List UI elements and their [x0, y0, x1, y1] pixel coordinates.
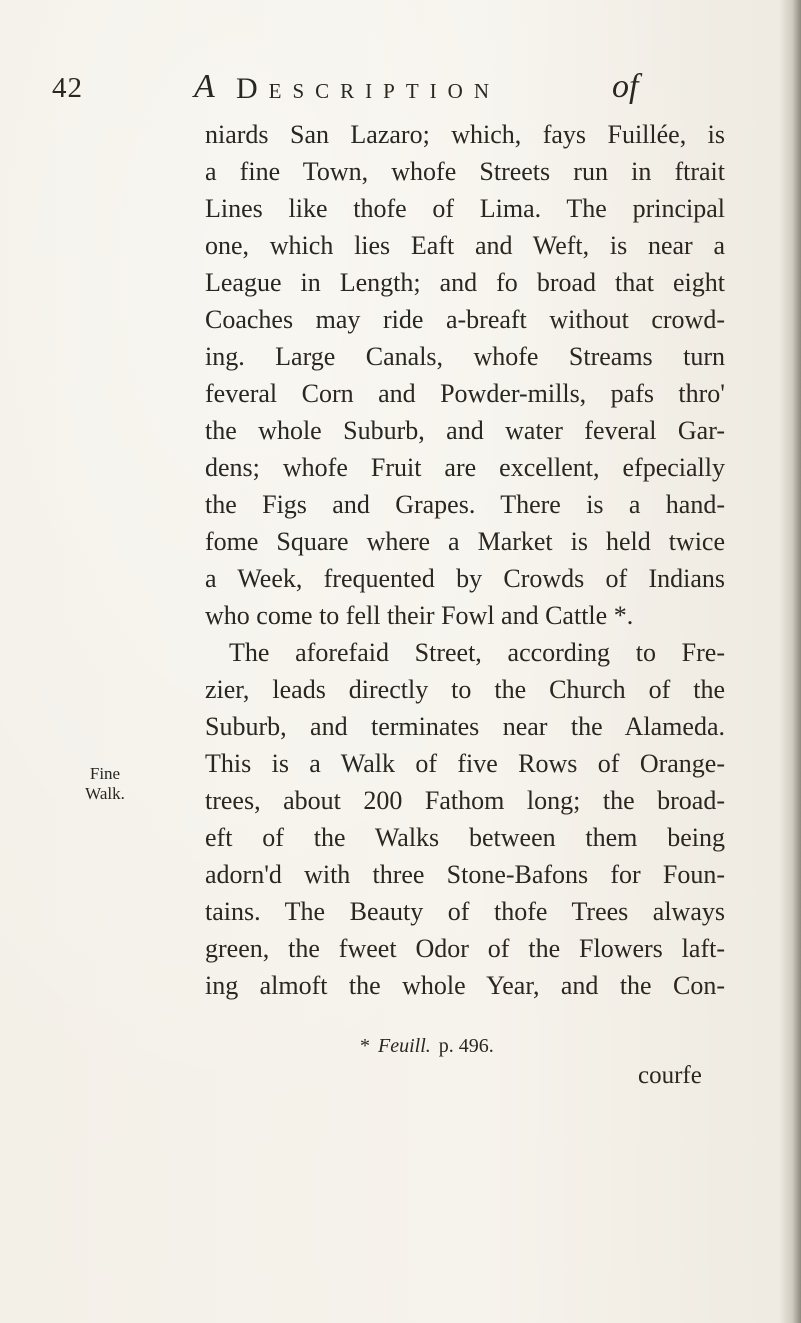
text-line: Coaches may ride a-breaft without crowd-	[205, 305, 725, 334]
text-line: eft of the Walks between them being	[205, 823, 725, 852]
margin-note-line: Fine	[89, 764, 121, 783]
running-title-article: A	[194, 68, 215, 105]
text-line: The aforefaid Street, according to Fre-	[229, 638, 725, 667]
spine-shadow	[779, 0, 801, 1323]
running-title-preposition: of	[612, 68, 639, 105]
text-line: ing almoft the whole Year, and the Con-	[205, 971, 725, 1000]
text-line: This is a Walk of five Rows of Orange-	[205, 749, 725, 778]
text-line: fome Square where a Market is held twice	[205, 527, 725, 556]
page-number: 42	[52, 72, 83, 104]
text-line: the Figs and Grapes. There is a hand-	[205, 490, 725, 519]
text-line: dens; whofe Fruit are excellent, efpecially	[205, 453, 725, 482]
margin-note-line: Walk.	[85, 784, 125, 803]
text-line: trees, about 200 Fathom long; the broad-	[205, 786, 725, 815]
text-line: green, the fweet Odor of the Flowers laft-	[205, 934, 725, 963]
catchword: courfe	[638, 1062, 702, 1089]
running-head	[52, 70, 692, 122]
text-line: a Week, frequented by Crowds of Indians	[205, 564, 725, 593]
text-line: niards San Lazaro; which, fays Fuillée, is	[205, 120, 725, 149]
text-line: feveral Corn and Powder-mills, pafs thro'	[205, 379, 725, 408]
text-line: tains. The Beauty of thofe Trees always	[205, 897, 725, 926]
text-line: ing. Large Canals, whofe Streams turn	[205, 342, 725, 371]
text-line: Lines like thofe of Lima. The principal	[205, 194, 725, 223]
text-line: zier, leads directly to the Church of the	[205, 675, 725, 704]
text-line: who come to fell their Fowl and Cattle *.	[205, 601, 634, 630]
text-line: adorn'd with three Stone-Bafons for Foun-	[205, 860, 725, 889]
running-title: Description	[236, 72, 501, 105]
text-line: Suburb, and terminates near the Alameda.	[205, 712, 725, 741]
margin-note	[80, 764, 130, 804]
body-text	[205, 116, 725, 1004]
footnote-page: p. 496.	[438, 1035, 494, 1057]
text-line: the whole Suburb, and water feveral Gar-	[205, 416, 725, 445]
footnote-source: Feuill.	[378, 1035, 431, 1057]
text-line: League in Length; and fo broad that eight	[205, 268, 725, 297]
text-line: one, which lies Eaft and Weft, is near a	[205, 231, 725, 260]
footnote	[360, 1035, 494, 1058]
footnote-marker: *	[360, 1035, 370, 1057]
text-line: a fine Town, whofe Streets run in ftrait	[205, 157, 725, 186]
